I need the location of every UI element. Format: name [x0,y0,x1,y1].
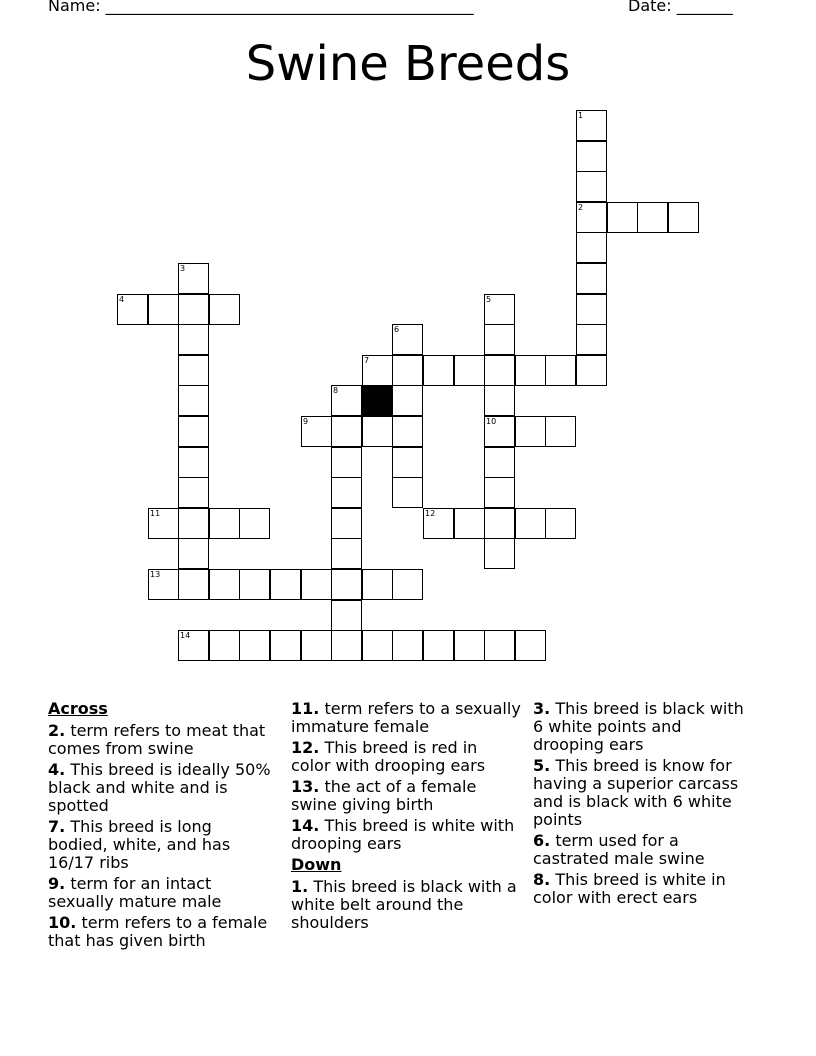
clue-number: 7 [364,356,370,365]
grid-cell[interactable] [331,477,362,508]
clues-column-3 [533,700,748,910]
clue-across-13: 13. the act of a female swine giving birth [291,777,477,814]
grid-cell[interactable] [484,447,515,478]
grid-cell[interactable] [576,294,607,325]
grid-cell[interactable] [178,385,209,416]
clue-number: 13 [150,570,161,579]
grid-cell[interactable] [331,569,362,600]
clue-number: 1 [578,111,584,120]
grid-cell[interactable] [545,416,576,447]
grid-cell[interactable] [392,630,423,661]
grid-cell[interactable] [178,416,209,447]
grid-cell[interactable] [301,416,332,447]
clue-across-12: 12. This breed is red in color with drooping ears [291,738,486,775]
grid-cell[interactable] [178,569,209,600]
grid-cell[interactable] [209,630,240,661]
grid-cell[interactable] [515,508,546,539]
grid-cell[interactable] [484,294,515,325]
grid-cell[interactable] [423,508,454,539]
name-field[interactable]: Name: ______________________________________________ [48,0,474,15]
grid-cell[interactable] [270,630,301,661]
grid-cell[interactable] [545,508,576,539]
grid-cell[interactable] [392,447,423,478]
grid-cell[interactable] [392,416,423,447]
grid-cell[interactable] [576,324,607,355]
grid-cell[interactable] [423,630,454,661]
grid-cell[interactable] [576,263,607,294]
clue-number: 3 [180,264,186,273]
grid-cell[interactable] [178,477,209,508]
grid-cell[interactable] [454,355,485,386]
grid-cell[interactable] [484,385,515,416]
grid-cell[interactable] [239,569,270,600]
grid-cell[interactable] [392,385,423,416]
grid-cell[interactable] [362,569,393,600]
grid-cell[interactable] [331,416,362,447]
grid-cell[interactable] [515,630,546,661]
grid-cell[interactable] [331,630,362,661]
grid-cell[interactable] [484,416,515,447]
grid-cell[interactable] [331,600,362,631]
grid-cell[interactable] [454,508,485,539]
clue-number: 12 [425,509,436,518]
grid-cell[interactable] [454,630,485,661]
grid-cell[interactable] [484,630,515,661]
grid-cell[interactable] [117,294,148,325]
clue-across-2: 2. term refers to meat that comes from swine [48,721,266,758]
grid-cell[interactable] [331,538,362,569]
grid-cell[interactable] [545,355,576,386]
grid-cell[interactable] [178,508,209,539]
clue-number: 4 [119,295,125,304]
grid-cell[interactable] [239,630,270,661]
grid-cell[interactable] [484,324,515,355]
clue-down-3: 3. This breed is black with 6 white points and drooping ears [533,699,744,754]
clue-down-1: 1. This breed is black with a white belt around the shoulders [291,877,517,932]
clue-number: 6 [394,325,400,334]
grid-cell[interactable] [484,477,515,508]
grid-cell[interactable] [209,294,240,325]
grid-cell[interactable] [576,141,607,172]
clue-number: 5 [486,295,492,304]
grid-cell[interactable] [576,232,607,263]
grid-cell[interactable] [607,202,638,233]
clue-number: 10 [486,417,497,426]
grid-cell[interactable] [484,508,515,539]
grid-cell[interactable] [331,447,362,478]
grid-cell[interactable] [392,355,423,386]
grid-cell[interactable] [178,538,209,569]
grid-cell[interactable] [484,355,515,386]
clue-number: 14 [180,631,191,640]
grid-cell[interactable] [576,202,607,233]
grid-cell[interactable] [331,508,362,539]
grid-cell[interactable] [392,324,423,355]
grid-cell[interactable] [515,416,546,447]
grid-cell[interactable] [148,508,179,539]
grid-cell[interactable] [178,355,209,386]
clue-number: 8 [333,386,339,395]
clue-across-9: 9. term for an intact sexually mature male [48,874,222,911]
grid-cell[interactable] [362,355,393,386]
clue-across-14: 14. This breed is white with drooping ears [291,816,515,853]
grid-cell[interactable] [576,355,607,386]
grid-cell[interactable] [301,569,332,600]
grid-cell[interactable] [362,416,393,447]
grid-cell[interactable] [576,171,607,202]
grid-cell[interactable] [178,324,209,355]
black-cell [362,385,393,416]
clue-across-7: 7. This breed is long bodied, white, and has 16/17 ribs [48,817,231,872]
grid-cell[interactable] [423,355,454,386]
grid-cell[interactable] [178,294,209,325]
grid-cell[interactable] [392,477,423,508]
grid-cell[interactable] [331,385,362,416]
date-field[interactable]: Date: _______ [628,0,733,15]
clues-column-2 [291,700,521,935]
grid-cell[interactable] [301,630,332,661]
grid-cell[interactable] [239,508,270,539]
clue-across-11: 11. term refers to a sexually immature female [291,699,521,736]
clue-down-6: 6. term used for a castrated male swine [533,831,705,868]
page-title: Swine Breeds [245,36,571,92]
grid-cell[interactable] [515,355,546,386]
grid-cell[interactable] [209,569,240,600]
clues-column-1 [48,700,276,953]
grid-cell[interactable] [148,294,179,325]
grid-cell[interactable] [178,630,209,661]
grid-cell[interactable] [362,630,393,661]
clue-down-8: 8. This breed is white in color with erect ears [533,870,726,907]
grid-cell[interactable] [178,447,209,478]
clue-down-5: 5. This breed is know for having a superior carcass and is black with 6 white points [533,756,739,829]
clue-number: 11 [150,509,161,518]
grid-cell[interactable] [270,569,301,600]
grid-cell[interactable] [484,538,515,569]
grid-cell[interactable] [209,508,240,539]
grid-cell[interactable] [178,263,209,294]
grid-cell[interactable] [668,202,699,233]
clue-number: 9 [303,417,309,426]
grid-cell[interactable] [576,110,607,141]
grid-cell[interactable] [637,202,668,233]
clue-number: 2 [578,203,584,212]
grid-cell[interactable] [148,569,179,600]
across-heading: Across [48,699,108,718]
clue-across-10: 10. term refers to a female that has given birth [48,913,268,950]
grid-cell[interactable] [392,569,423,600]
clue-across-4: 4. This breed is ideally 50% black and white and is spotted [48,760,271,815]
down-heading: Down [291,855,342,874]
